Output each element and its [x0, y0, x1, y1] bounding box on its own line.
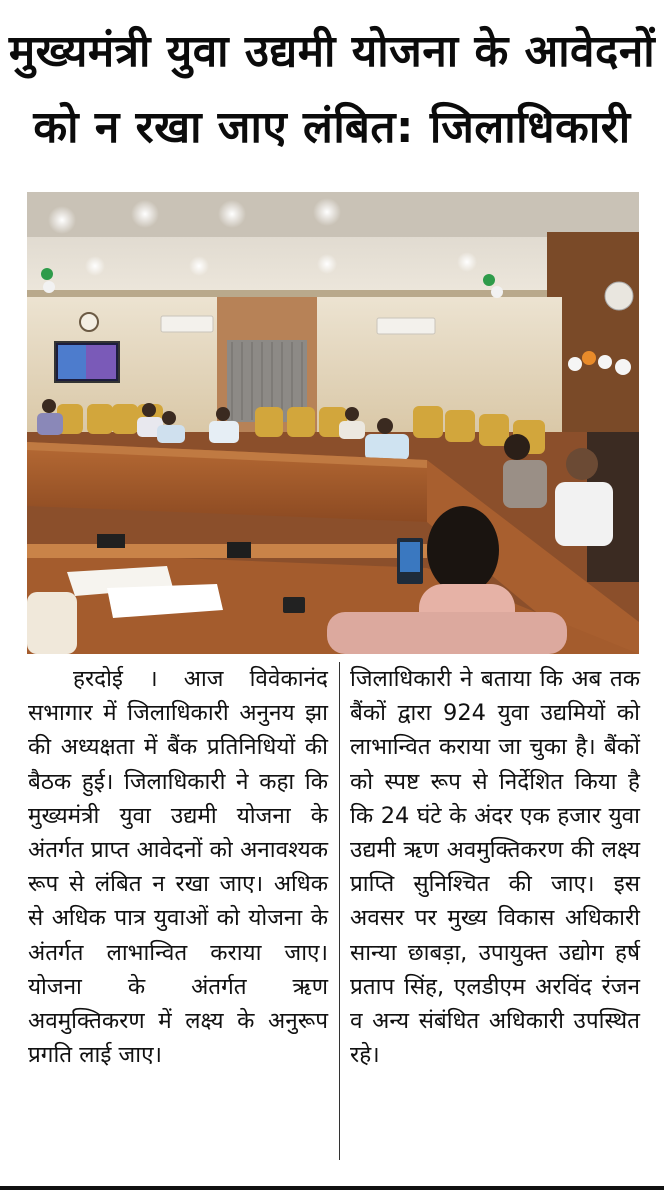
column-divider — [339, 662, 340, 1160]
article-column-right: जिलाधिकारी ने बताया कि अब तक बैंकों द्वारा 924 युवा उद्यमियों को लाभान्वित कराया जा चुका है। बैंकों को स्पष्ट रूप से निर्देशित किया है कि 24 घंटे के अंदर एक हजार युवा उद्यमी ऋण अवमुक्तिकरण की लक्ष्य प्राप्ति सुनिश्चित की जाए। इस अवसर पर मुख्य विकास अधिकारी सान्या छाबड़ा, उपायुक्त उद्योग हर्ष प्रताप सिंह, एलडीएम अरविंद रंजन व अन्य संबंधित अधिकारी उपस्थित रहे। — [350, 666, 640, 1069]
article-body — [0, 662, 664, 1172]
meeting-photo — [27, 192, 639, 654]
article-column-left: हरदोई । आज विवेकानंद सभागार में जिलाधिकारी अनुनय झा की अध्यक्षता में बैंक प्रतिनिधियों की बैठक हुई। जिलाधिकारी ने कहा कि मुख्यमंत्री युवा उद्यमी योजना के अंतर्गत प्राप्त आवेदनों को अनावश्यक रूप से लंबित न रखा जाए। अधिक से अधिक पात्र युवाओं को योजना के अंतर्गत लाभान्वित कराया जाए। योजना के अंतर्गत ऋण अवमुक्तिकरण में लक्ष्य के अनुरूप प्रगति लाई जाए। — [28, 666, 328, 1069]
headline: मुख्यमंत्री युवा उद्यमी योजना के आवेदनों को न रखा जाए लंबित: जिलाधिकारी — [8, 26, 656, 153]
bottom-border — [0, 1186, 664, 1190]
